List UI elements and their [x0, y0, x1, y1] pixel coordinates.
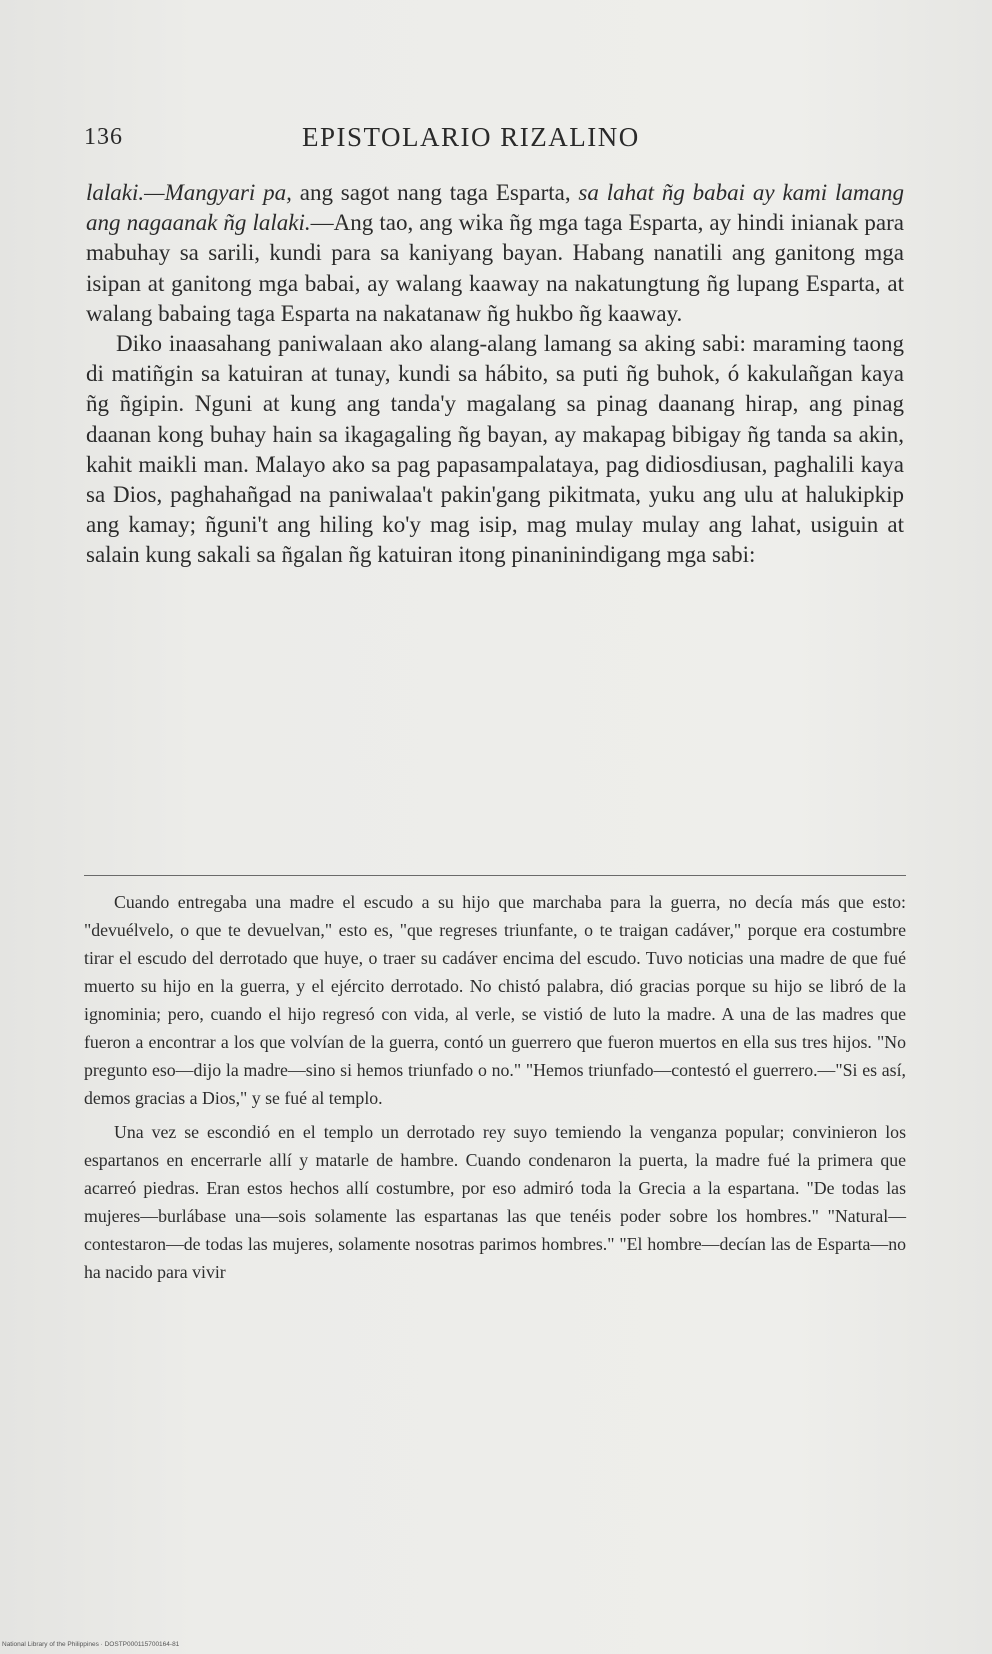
italic-intro: lalaki.—Mangyari pa, — [86, 180, 292, 205]
paragraph-1 — [86, 178, 904, 329]
footnote-block — [84, 888, 906, 1286]
page-number: 136 — [84, 124, 123, 150]
main-text — [86, 178, 904, 571]
paragraph-2: Diko inaasahang paniwalaan ako alang-alang lamang sa aking sabi: maraming taong di matiñgin sa katuiran at tunay, kundi sa hábito, sa puti ñg buhok, ó kakulañgan kaya ñg ñgipin. Nguni at kung ang tanda'y magalang sa pinag daanang hirap, ang pinag daanan kong buhay hain sa ikagagaling ñg bayan, ay makapag bibigay ñg tanda sa akin, kahit maikli man. Malayo ako sa pag papasampalataya, pag didiosdiusan, paghalili kaya sa Dios, paghahañgad na paniwalaa't pakin'gang pikitmata, yuku ang ulu at halukipkip ang kamay; ñguni't ang hiling ko'y mag isip, mag mulay mulay ang lahat, usiguin at salain kung sakali sa ñgalan ñg katuiran itong pinaninindigang mga sabi: — [86, 331, 904, 568]
paragraph-1-mid: ang sagot nang taga Esparta, — [291, 180, 579, 205]
scan-credit: National Library of the Philippines · DOSTP000115700164-81 — [2, 1641, 180, 1648]
page-header — [84, 124, 904, 164]
footnote-divider — [84, 875, 906, 876]
running-title: EPISTOLARIO RIZALINO — [302, 122, 640, 152]
italic-quote: sa lahat ñg babai ay kami lamang ang nagaanak ñg lalaki. — [86, 180, 904, 236]
footnote-paragraph-2: Una vez se escondió en el templo un derrotado rey suyo temiendo la venganza popular; convinieron los espartanos en encerrarle allí y matarle de hambre. Cuando condenaron la puerta, la madre fué la primera que acarreó piedras. Eran estos hechos allí costumbre, por eso admiró toda la Grecia a la espartana. "De todas las mujeres—burlábase una—sois solamente las espartanas las que tenéis poder sobre los hombres." "Natural—contestaron—de todas las mujeres, solamente nosotras parimos hombres." "El hombre—decían las de Esparta—no ha nacido para vivir — [84, 1122, 906, 1282]
paragraph-1-rest: —Ang tao, ang wika ñg mga taga Esparta, ay hindi inianak para mabuhay sa sarili, kundi para sa kaniyang bayan. Habang nanatili ang ganitong mga isipan at ganitong mga babai, ay walang kaaway na nakatungtung ñg lupang Esparta, at walang babaing taga Esparta na nakatanaw ñg hukbo ñg kaaway. — [86, 210, 904, 326]
footnote-paragraph-1: Cuando entregaba una madre el escudo a su hijo que marchaba para la guerra, no decía más que esto: "devuélvelo, o que te devuelvan," esto es, "que regreses triunfante, o te traigan cadáver," porque era costumbre tirar el escudo del derrotado que huye, o traer su cadáver encima del escudo. Tuvo noticias una madre de que fué muerto su hijo en la guerra, y el ejército derrotado. No chistó palabra, dió gracias porque su hijo se libró de la ignominia; pero, cuando el hijo regresó con vida, al verle, se vistió de luto la madre. A una de las madres que fueron a encontrar a los que volvían de la guerra, contó un guerrero que fueron muertos en ella sus tres hijos. "No pregunto eso—dijo la madre—sino si hemos triunfado o no." "Hemos triunfado—contestó el guerrero.—"Si es así, demos gracias a Dios," y se fué al templo. — [84, 892, 906, 1108]
